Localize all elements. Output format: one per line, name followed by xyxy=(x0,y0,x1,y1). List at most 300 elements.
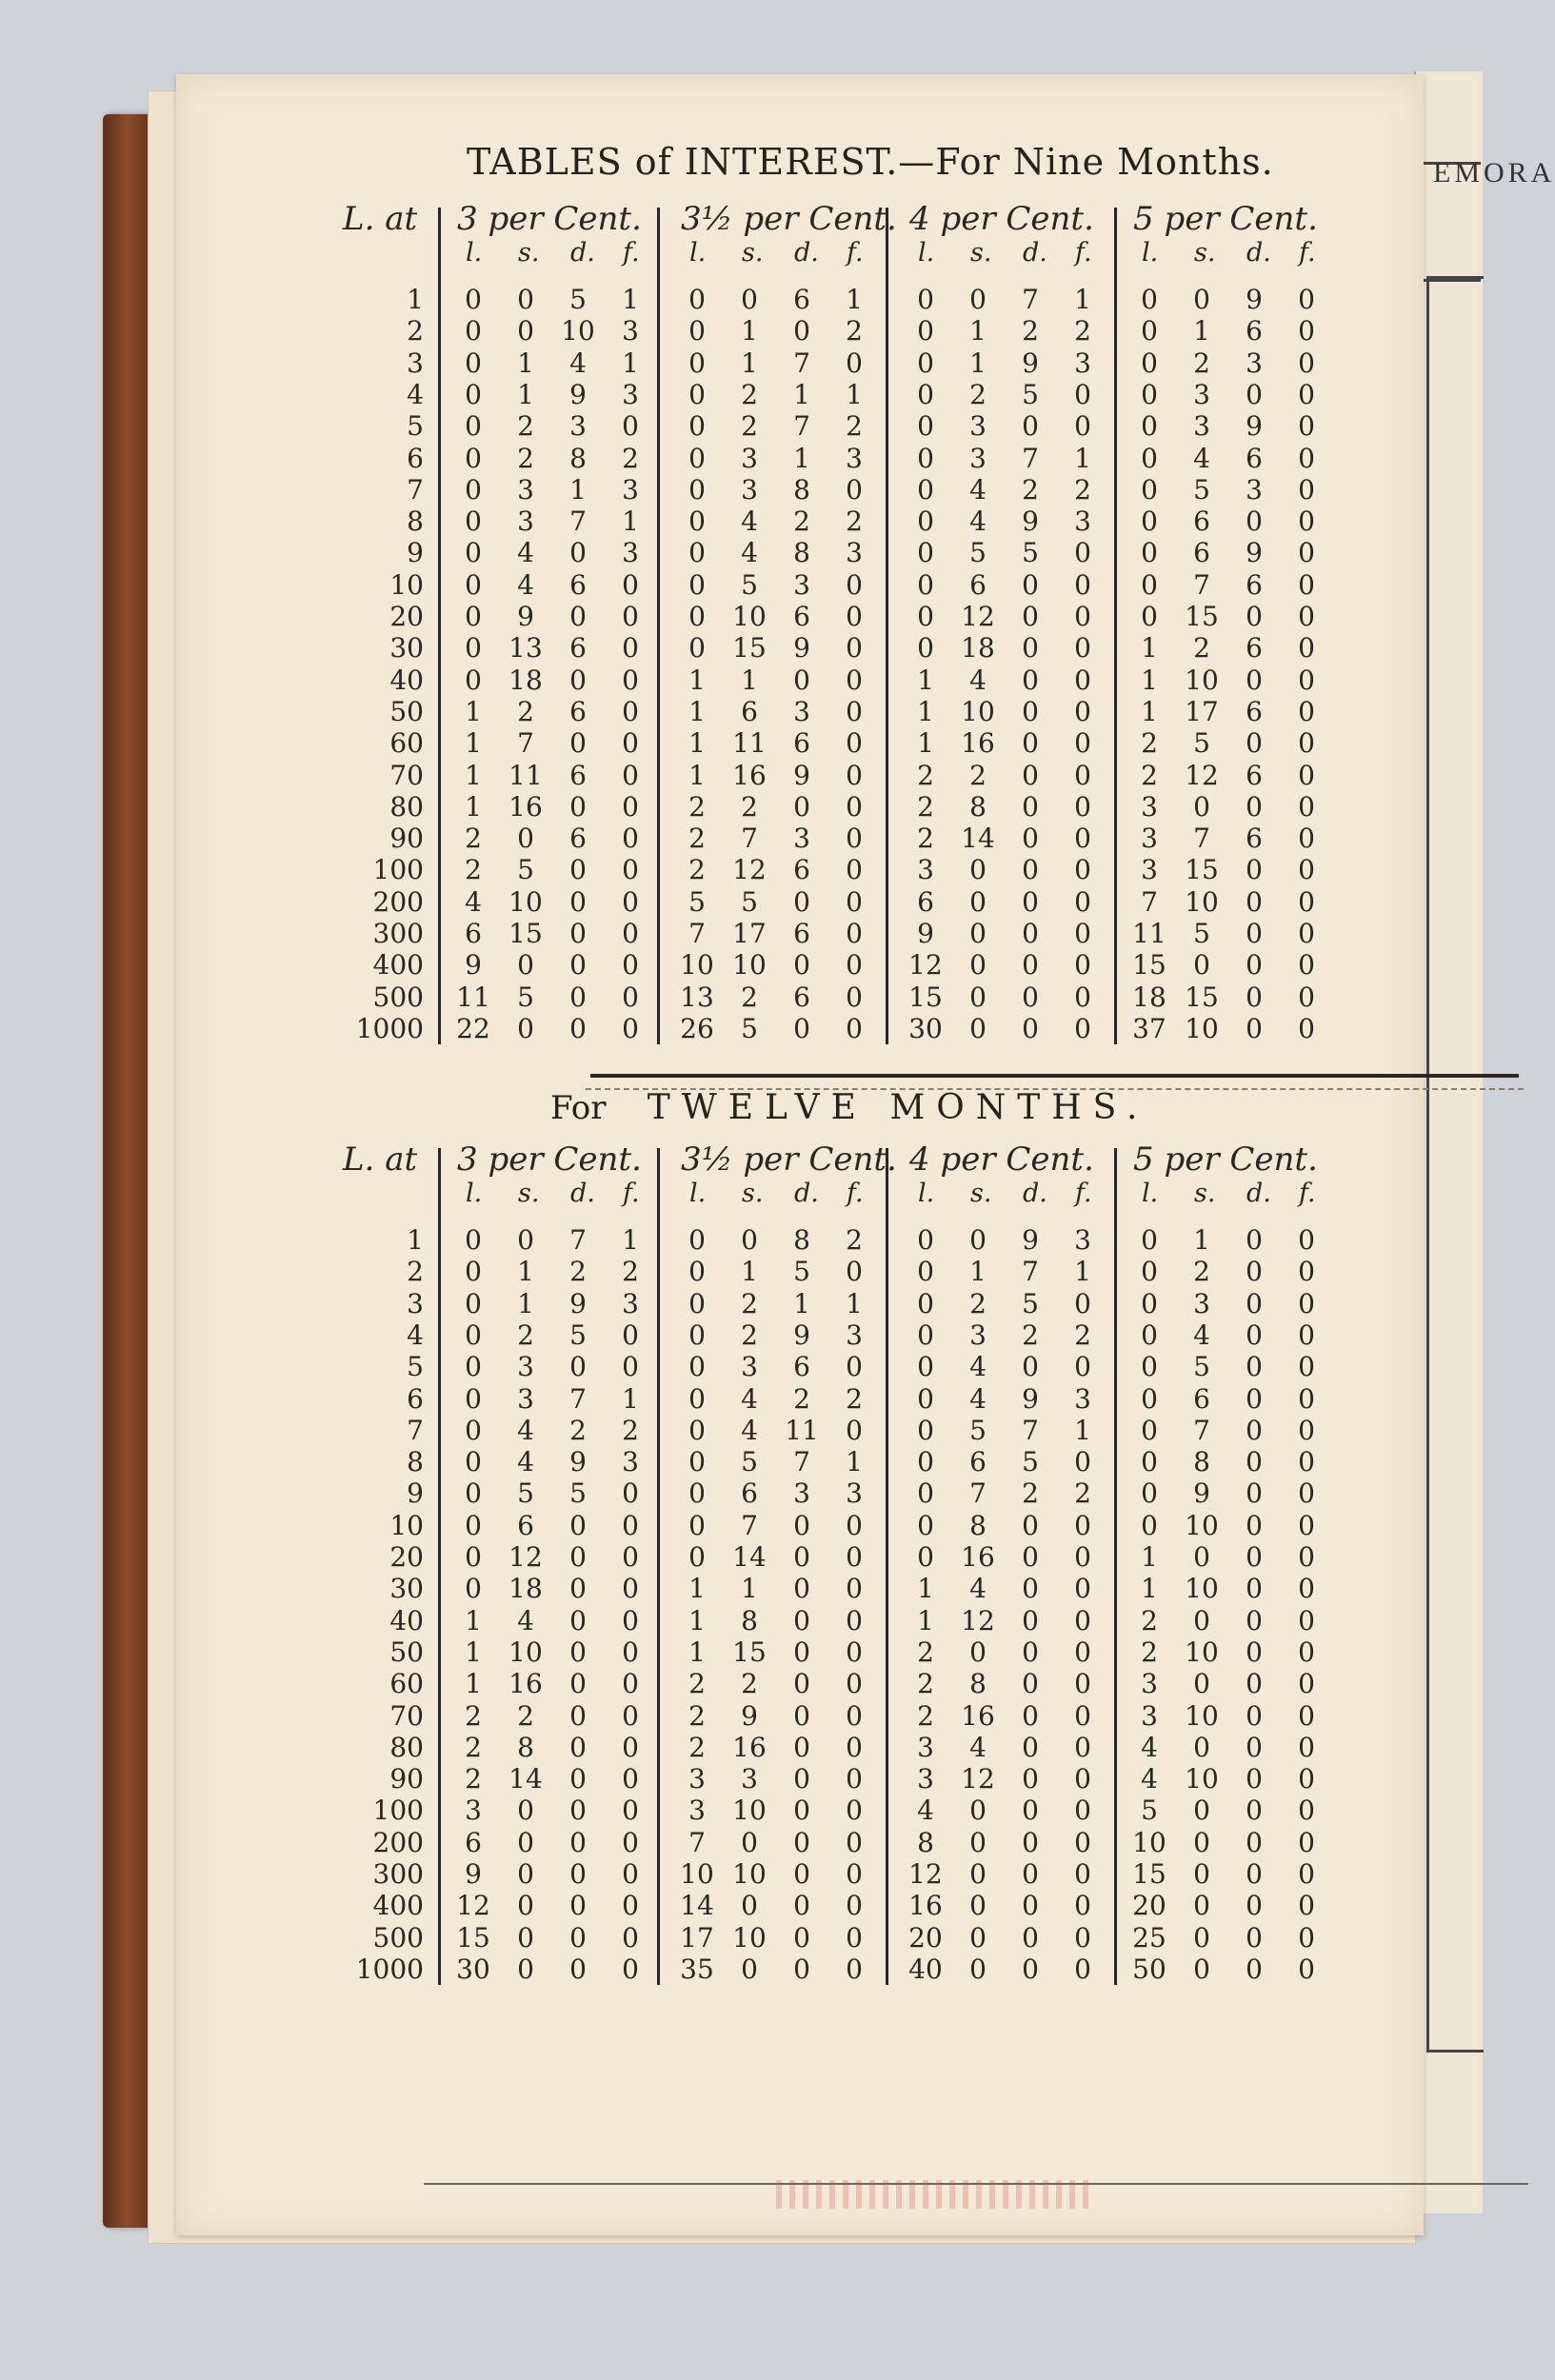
table-row xyxy=(200,854,1352,885)
value-cell: 7 xyxy=(1193,823,1210,855)
value-cell: 0 xyxy=(622,1731,639,1763)
value-cell: 0 xyxy=(569,664,587,696)
value-cell: 2 xyxy=(1193,1256,1210,1288)
value-cell: 0 xyxy=(465,410,482,443)
value-cell: 1 xyxy=(1141,632,1158,664)
value-cell: 1 xyxy=(622,506,639,538)
amount-cell: 9 xyxy=(407,537,424,569)
value-cell: 7 xyxy=(741,1509,758,1541)
value-cell: 7 xyxy=(793,1446,810,1478)
value-cell: 0 xyxy=(846,759,863,791)
value-cell: 0 xyxy=(1141,537,1158,569)
unit-header: s. xyxy=(518,238,540,268)
value-cell: 0 xyxy=(917,378,934,410)
value-cell: 0 xyxy=(688,1414,706,1446)
value-cell: 0 xyxy=(1246,1699,1263,1732)
value-cell: 0 xyxy=(793,1858,810,1890)
value-cell: 0 xyxy=(1298,949,1315,982)
value-cell: 16 xyxy=(908,1890,943,1922)
amount-cell: 6 xyxy=(407,1382,424,1415)
unit-header: f. xyxy=(623,1179,640,1208)
unit-header: f. xyxy=(1299,1179,1316,1208)
value-cell: 0 xyxy=(1141,1382,1158,1415)
value-cell: 0 xyxy=(569,885,587,918)
value-cell: 0 xyxy=(969,885,987,918)
value-cell: 0 xyxy=(917,1224,934,1256)
value-cell: 0 xyxy=(465,632,482,664)
section-title xyxy=(550,1088,1148,1127)
value-cell: 16 xyxy=(961,727,995,760)
value-cell: 9 xyxy=(917,918,934,949)
value-cell: 0 xyxy=(1141,473,1158,506)
unit-header: s. xyxy=(742,1179,764,1208)
table-row xyxy=(200,1795,1352,1826)
value-cell: 0 xyxy=(569,1890,587,1922)
table-row xyxy=(200,1922,1352,1954)
value-cell: 0 xyxy=(622,1478,639,1510)
value-cell: 15 xyxy=(1132,1858,1166,1890)
amount-cell: 1000 xyxy=(355,1012,424,1044)
value-cell: 7 xyxy=(1193,568,1210,601)
amount-cell: 2 xyxy=(407,1256,424,1288)
value-cell: 0 xyxy=(1246,1826,1263,1858)
value-cell: 8 xyxy=(741,1604,758,1636)
value-cell: 0 xyxy=(1298,1604,1315,1636)
value-cell: 5 xyxy=(569,284,587,315)
value-cell: 2 xyxy=(917,1636,934,1668)
value-cell: 0 xyxy=(569,1636,587,1668)
value-cell: 0 xyxy=(1022,1795,1039,1827)
value-cell: 0 xyxy=(1022,632,1039,664)
value-cell: 6 xyxy=(741,1478,758,1510)
value-cell: 5 xyxy=(569,1319,587,1351)
value-cell: 10 xyxy=(1185,1763,1219,1795)
value-cell: 0 xyxy=(1298,1668,1315,1700)
value-cell: 3 xyxy=(1074,347,1091,379)
value-cell: 0 xyxy=(622,1668,639,1700)
amount-cell: 200 xyxy=(372,885,424,918)
value-cell: 7 xyxy=(969,1478,987,1510)
value-cell: 9 xyxy=(569,1287,587,1319)
value-cell: 0 xyxy=(846,695,863,727)
value-cell: 6 xyxy=(1246,315,1263,347)
value-cell: 0 xyxy=(688,1509,706,1541)
value-cell: 2 xyxy=(741,378,758,410)
value-cell: 1 xyxy=(465,695,482,727)
value-cell: 16 xyxy=(732,1731,767,1763)
table-row xyxy=(200,443,1352,474)
value-cell: 10 xyxy=(1185,1012,1219,1044)
value-cell: 0 xyxy=(793,1604,810,1636)
unit-header: f. xyxy=(623,238,640,268)
value-cell: 0 xyxy=(569,727,587,760)
value-cell: 1 xyxy=(1141,1541,1158,1573)
value-cell: 7 xyxy=(1193,1414,1210,1446)
value-cell: 0 xyxy=(1074,1858,1091,1890)
table-row xyxy=(200,474,1352,506)
value-cell: 0 xyxy=(688,1382,706,1415)
value-cell: 0 xyxy=(517,315,534,347)
value-cell: 2 xyxy=(793,1382,810,1415)
value-cell: 0 xyxy=(1298,601,1315,632)
value-cell: 10 xyxy=(1185,1636,1219,1668)
value-cell: 8 xyxy=(793,537,810,569)
value-cell: 7 xyxy=(793,347,810,379)
value-cell: 12 xyxy=(1185,759,1219,791)
value-cell: 4 xyxy=(1141,1763,1158,1795)
value-cell: 15 xyxy=(1132,949,1166,982)
value-cell: 3 xyxy=(1074,1382,1091,1415)
value-cell: 1 xyxy=(969,1256,987,1288)
value-cell: 16 xyxy=(961,1541,995,1573)
value-cell: 4 xyxy=(517,1414,534,1446)
value-cell: 3 xyxy=(846,537,863,569)
value-cell: 5 xyxy=(1193,727,1210,760)
value-cell: 0 xyxy=(1193,1668,1210,1700)
value-cell: 1 xyxy=(917,1604,934,1636)
amount-cell: 4 xyxy=(407,378,424,410)
value-cell: 0 xyxy=(622,949,639,982)
value-cell: 10 xyxy=(680,949,714,982)
value-cell: 1 xyxy=(741,664,758,696)
amount-cell: 30 xyxy=(389,1573,424,1605)
value-cell: 0 xyxy=(1298,1858,1315,1890)
amount-cell: 40 xyxy=(389,664,424,696)
value-cell: 0 xyxy=(688,347,706,379)
value-cell: 0 xyxy=(569,1012,587,1044)
value-cell: 0 xyxy=(1246,918,1263,949)
value-cell: 0 xyxy=(846,1890,863,1922)
value-cell: 9 xyxy=(517,601,534,632)
value-cell: 0 xyxy=(917,1382,934,1415)
value-cell: 10 xyxy=(1185,1573,1219,1605)
unit-header: f. xyxy=(847,1179,864,1208)
value-cell: 0 xyxy=(846,1636,863,1668)
value-cell: 2 xyxy=(465,854,482,886)
amount-cell: 300 xyxy=(372,1858,424,1890)
value-cell: 5 xyxy=(969,1414,987,1446)
value-cell: 0 xyxy=(1246,1319,1263,1351)
value-cell: 0 xyxy=(622,632,639,664)
column-separator xyxy=(886,1148,888,1985)
value-cell: 0 xyxy=(1246,1446,1263,1478)
value-cell: 0 xyxy=(1141,1287,1158,1319)
value-cell: 11 xyxy=(1132,918,1166,949)
value-cell: 7 xyxy=(741,823,758,855)
value-cell: 8 xyxy=(969,1668,987,1700)
value-cell: 18 xyxy=(508,1573,543,1605)
value-cell: 6 xyxy=(465,918,482,949)
table-row xyxy=(200,506,1352,537)
value-cell: 0 xyxy=(846,790,863,823)
unit-header: f. xyxy=(847,238,864,268)
unit-header: l. xyxy=(918,1179,935,1208)
table-row xyxy=(200,379,1352,410)
value-cell: 10 xyxy=(961,695,995,727)
value-cell: 2 xyxy=(569,1414,587,1446)
value-cell: 0 xyxy=(1246,1636,1263,1668)
value-cell: 9 xyxy=(1022,1382,1039,1415)
value-cell: 20 xyxy=(1132,1890,1166,1922)
value-cell: 4 xyxy=(465,885,482,918)
value-cell: 4 xyxy=(969,664,987,696)
value-cell: 0 xyxy=(465,284,482,315)
value-cell: 0 xyxy=(1246,664,1263,696)
value-cell: 0 xyxy=(969,854,987,886)
unit-header: l. xyxy=(466,238,483,268)
value-cell: 2 xyxy=(688,1699,706,1732)
value-cell: 0 xyxy=(569,1541,587,1573)
value-cell: 12 xyxy=(732,854,767,886)
value-cell: 0 xyxy=(1141,410,1158,443)
value-cell: 0 xyxy=(1193,1826,1210,1858)
value-cell: 37 xyxy=(1132,1012,1166,1044)
value-cell: 7 xyxy=(1022,1256,1039,1288)
value-cell: 3 xyxy=(741,473,758,506)
value-cell: 0 xyxy=(622,1921,639,1954)
amount-cell: 10 xyxy=(389,1509,424,1541)
value-cell: 0 xyxy=(1141,315,1158,347)
value-cell: 0 xyxy=(569,537,587,569)
value-cell: 0 xyxy=(465,1573,482,1605)
value-cell: 4 xyxy=(569,347,587,379)
unit-header: d. xyxy=(1246,238,1271,268)
value-cell: 1 xyxy=(622,347,639,379)
value-cell: 4 xyxy=(969,1731,987,1763)
value-cell: 0 xyxy=(969,981,987,1013)
value-cell: 1 xyxy=(465,1604,482,1636)
column-separator xyxy=(438,208,441,1044)
value-cell: 13 xyxy=(680,981,714,1013)
amount-cell: 500 xyxy=(372,1921,424,1954)
value-cell: 5 xyxy=(1022,1446,1039,1478)
table-row xyxy=(200,569,1352,601)
value-cell: 0 xyxy=(1074,949,1091,982)
amount-cell: 400 xyxy=(372,1890,424,1922)
amount-column-header: L. at xyxy=(343,1140,418,1179)
value-cell: 2 xyxy=(917,759,934,791)
value-cell: 0 xyxy=(1022,885,1039,918)
value-cell: 2 xyxy=(465,1763,482,1795)
value-cell: 1 xyxy=(846,1287,863,1319)
value-cell: 0 xyxy=(1298,506,1315,538)
value-cell: 1 xyxy=(688,1573,706,1605)
value-cell: 3 xyxy=(622,378,639,410)
value-cell: 0 xyxy=(1141,1224,1158,1256)
value-cell: 0 xyxy=(1022,949,1039,982)
value-cell: 0 xyxy=(1193,790,1210,823)
value-cell: 0 xyxy=(1022,1858,1039,1890)
value-cell: 3 xyxy=(1074,1224,1091,1256)
value-cell: 0 xyxy=(622,790,639,823)
value-cell: 0 xyxy=(622,1699,639,1732)
unit-header: d. xyxy=(1023,1179,1047,1208)
value-cell: 0 xyxy=(688,1287,706,1319)
value-cell: 0 xyxy=(917,568,934,601)
value-cell: 11 xyxy=(732,727,767,760)
value-cell: 2 xyxy=(1141,727,1158,760)
table-row xyxy=(200,949,1352,981)
value-cell: 0 xyxy=(846,473,863,506)
value-cell: 2 xyxy=(517,695,534,727)
value-cell: 0 xyxy=(1074,1541,1091,1573)
value-cell: 9 xyxy=(1246,537,1263,569)
value-cell: 1 xyxy=(969,315,987,347)
value-cell: 0 xyxy=(569,1351,587,1383)
value-cell: 0 xyxy=(1074,1731,1091,1763)
value-cell: 0 xyxy=(1141,1351,1158,1383)
value-cell: 0 xyxy=(917,1287,934,1319)
value-cell: 2 xyxy=(465,823,482,855)
value-cell: 6 xyxy=(793,601,810,632)
value-cell: 0 xyxy=(1193,1858,1210,1890)
value-cell: 8 xyxy=(517,1731,534,1763)
unit-header: l. xyxy=(689,238,707,268)
table-row xyxy=(200,696,1352,727)
value-cell: 0 xyxy=(622,410,639,443)
table-row xyxy=(200,1573,1352,1604)
value-cell: 6 xyxy=(793,854,810,886)
value-cell: 15 xyxy=(732,632,767,664)
value-cell: 3 xyxy=(1141,1668,1158,1700)
value-cell: 0 xyxy=(1246,790,1263,823)
value-cell: 0 xyxy=(1246,949,1263,982)
page-content xyxy=(200,122,1352,2035)
value-cell: 1 xyxy=(793,1287,810,1319)
value-cell: 0 xyxy=(1074,410,1091,443)
value-cell: 0 xyxy=(1022,823,1039,855)
value-cell: 0 xyxy=(1074,1953,1091,1985)
value-cell: 4 xyxy=(741,1414,758,1446)
value-cell: 0 xyxy=(1022,1668,1039,1700)
value-cell: 0 xyxy=(793,1012,810,1044)
table-row xyxy=(200,1827,1352,1858)
amount-cell: 70 xyxy=(389,1699,424,1732)
table-row xyxy=(200,1415,1352,1446)
value-cell: 0 xyxy=(1246,1763,1263,1795)
amount-cell: 90 xyxy=(389,1763,424,1795)
value-cell: 10 xyxy=(732,1858,767,1890)
value-cell: 0 xyxy=(465,347,482,379)
table-row xyxy=(200,1446,1352,1478)
value-cell: 4 xyxy=(517,1604,534,1636)
value-cell: 5 xyxy=(517,854,534,886)
value-cell: 15 xyxy=(508,918,543,949)
value-cell: 5 xyxy=(1022,537,1039,569)
value-cell: 0 xyxy=(569,1858,587,1890)
value-cell: 17 xyxy=(1185,695,1219,727)
value-cell: 7 xyxy=(1022,1414,1039,1446)
value-cell: 5 xyxy=(741,1446,758,1478)
value-cell: 12 xyxy=(961,1763,995,1795)
value-cell: 0 xyxy=(1298,854,1315,886)
unit-header: s. xyxy=(970,238,992,268)
value-cell: 3 xyxy=(517,473,534,506)
value-cell: 0 xyxy=(1298,1763,1315,1795)
value-cell: 0 xyxy=(1074,1604,1091,1636)
value-cell: 0 xyxy=(1022,1351,1039,1383)
value-cell: 5 xyxy=(517,981,534,1013)
value-cell: 2 xyxy=(917,1668,934,1700)
unit-header: l. xyxy=(918,238,935,268)
value-cell: 2 xyxy=(517,442,534,474)
value-cell: 0 xyxy=(1022,568,1039,601)
value-cell: 3 xyxy=(969,1319,987,1351)
value-cell: 0 xyxy=(622,1319,639,1351)
value-cell: 9 xyxy=(793,1319,810,1351)
value-cell: 0 xyxy=(846,1763,863,1795)
value-cell: 0 xyxy=(1298,1446,1315,1478)
value-cell: 4 xyxy=(969,473,987,506)
facing-page-frame xyxy=(1426,276,1484,2053)
value-cell: 2 xyxy=(917,1699,934,1732)
value-cell: 6 xyxy=(793,284,810,315)
value-cell: 0 xyxy=(1298,1319,1315,1351)
value-cell: 0 xyxy=(465,1224,482,1256)
value-cell: 3 xyxy=(1246,347,1263,379)
value-cell: 3 xyxy=(793,823,810,855)
value-cell: 0 xyxy=(741,1953,758,1985)
value-cell: 0 xyxy=(622,1890,639,1922)
value-cell: 1 xyxy=(1074,442,1091,474)
value-cell: 0 xyxy=(622,727,639,760)
value-cell: 3 xyxy=(622,1287,639,1319)
value-cell: 2 xyxy=(969,378,987,410)
value-cell: 0 xyxy=(688,473,706,506)
value-cell: 0 xyxy=(1074,1287,1091,1319)
value-cell: 0 xyxy=(793,1541,810,1573)
value-cell: 0 xyxy=(569,790,587,823)
value-cell: 9 xyxy=(1246,284,1263,315)
value-cell: 0 xyxy=(969,1921,987,1954)
value-cell: 4 xyxy=(517,1446,534,1478)
value-cell: 0 xyxy=(917,473,934,506)
value-cell: 17 xyxy=(732,918,767,949)
value-cell: 0 xyxy=(569,1953,587,1985)
value-cell: 0 xyxy=(1074,1636,1091,1668)
value-cell: 2 xyxy=(741,981,758,1013)
value-cell: 0 xyxy=(846,823,863,855)
unit-header: l. xyxy=(466,1179,483,1208)
value-cell: 0 xyxy=(1022,1763,1039,1795)
value-cell: 8 xyxy=(917,1826,934,1858)
value-cell: 1 xyxy=(465,759,482,791)
value-cell: 0 xyxy=(569,949,587,982)
value-cell: 40 xyxy=(908,1953,943,1985)
table-row xyxy=(200,1700,1352,1732)
value-cell: 0 xyxy=(1246,1256,1263,1288)
value-cell: 6 xyxy=(1246,759,1263,791)
value-cell: 3 xyxy=(793,1478,810,1510)
value-cell: 0 xyxy=(622,918,639,949)
value-cell: 0 xyxy=(1074,695,1091,727)
column-separator xyxy=(657,208,660,1044)
value-cell: 0 xyxy=(793,885,810,918)
value-cell: 0 xyxy=(917,601,934,632)
value-cell: 0 xyxy=(1022,410,1039,443)
value-cell: 0 xyxy=(688,1446,706,1478)
value-cell: 0 xyxy=(1246,1890,1263,1922)
table-row xyxy=(200,1732,1352,1763)
value-cell: 1 xyxy=(688,664,706,696)
value-cell: 6 xyxy=(917,885,934,918)
value-cell: 6 xyxy=(793,1351,810,1383)
table-row xyxy=(200,982,1352,1013)
value-cell: 0 xyxy=(1022,1604,1039,1636)
value-cell: 18 xyxy=(1132,981,1166,1013)
value-cell: 0 xyxy=(465,1382,482,1415)
value-cell: 6 xyxy=(569,568,587,601)
